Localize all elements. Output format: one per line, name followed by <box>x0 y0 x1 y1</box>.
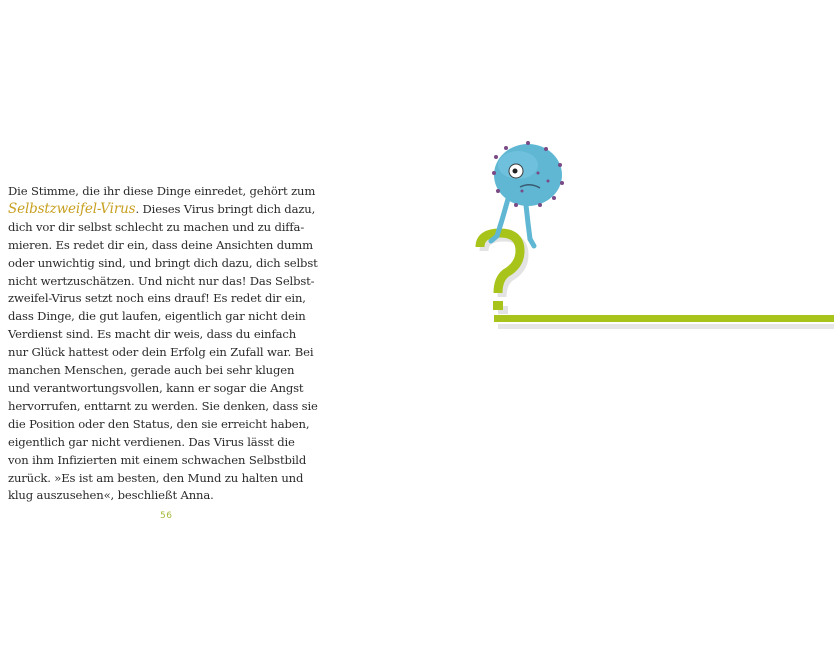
text-line: eigentlich gar nicht verdienen. Das Virus lässt die <box>8 434 295 449</box>
text-line: zurück. »Es ist am besten, den Mund zu halten und <box>8 470 304 485</box>
green-line-shadow <box>498 324 834 329</box>
text-line: klug auszusehen«, beschließt Anna. <box>8 488 214 503</box>
text-line: manchen Menschen, gerade auch bei sehr klugen <box>8 363 295 378</box>
text-line: nicht wertzuschätzen. Und nicht nur das! Das Selbst- <box>8 273 315 288</box>
text-line: dich vor dir selbst schlecht zu machen und zu diffa- <box>8 219 305 234</box>
question-mark-stroke <box>480 233 520 293</box>
green-line <box>494 315 834 322</box>
virus-illustration <box>460 135 834 335</box>
text-line <box>8 201 328 219</box>
text-line: hervorrufen, enttarnt zu werden. Sie denken, dass sie <box>8 398 318 413</box>
text-line: oder unwichtig sind, und bringt dich dazu, dich selbst <box>8 255 318 270</box>
text-line: nur Glück hattest oder dein Erfolg ein Zufall war. Bei <box>8 345 314 360</box>
question-mark-dot <box>493 301 503 310</box>
text-fragment: . Dieses Virus bringt dich dazu, <box>135 201 316 216</box>
text-line: mieren. Es redet dir ein, dass deine Ansichten dumm <box>8 237 313 252</box>
text-line: von ihm Infizierten mit einem schwachen Selbstbild <box>8 452 307 467</box>
text-line: und verantwortungsvollen, kann er sogar die Angst <box>8 380 304 395</box>
text-line: zweifel-Virus setzt noch eins drauf! Es redet dir ein, <box>8 291 306 306</box>
text-line: Verdienst sind. Es macht dir weis, dass du einfach <box>8 327 297 342</box>
text-line: dass Dinge, die gut laufen, eigentlich gar nicht dein <box>8 309 306 324</box>
body-text <box>8 183 328 505</box>
question-mark-icon <box>480 233 524 314</box>
highlighted-term: Selbstzweifel-Virus <box>8 200 136 217</box>
text-line: die Position oder den Status, den sie erreicht haben, <box>8 416 310 431</box>
page-number: 56 <box>160 511 173 521</box>
virus-icon <box>492 141 564 207</box>
text-line: Die Stimme, die ihr diese Dinge einredet, gehört zum <box>8 184 316 198</box>
